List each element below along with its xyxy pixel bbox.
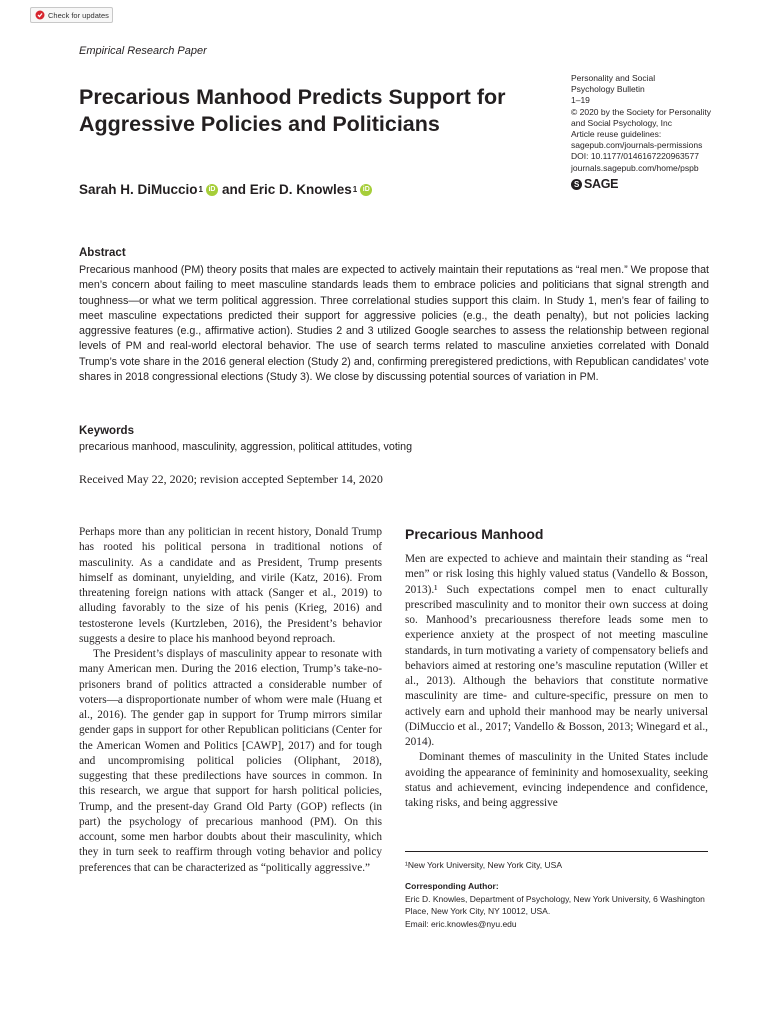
journal-line-link[interactable]: sagepub.com/journals-permissions [571,140,703,151]
journal-line: Personality and Social [571,73,656,83]
check-for-updates-button[interactable] [30,7,113,23]
journal-line: and Social Psychology, Inc [571,117,672,128]
author-email[interactable]: Email: eric.knowles@nyu.edu [405,919,517,929]
keywords-heading: Keywords [79,425,134,437]
body-paragraph: Men are expected to achieve and maintain their standing as “real men” or risk losing this highly valued status (Vandello & Bosson, 2013).¹ Such expectations compel men to enact culturally prescribed masculinity and to monitor their own success at doing so. Manhood’s precariousness therefore leads some men to experience anxiety at the prospect of not meeting masculine standards, in turn motivating a variety of compensatory beliefs and behaviors aimed at restoring one’s masculine reputation (Willer et al., 2013). Although the behaviors that constitute normative masculinity are time- and culture-specific, pressure on men to actively earn and uphold their manhood may be nearly universal (DiMuccio et al., 2017; Vandello & Bosson, 2013; Winegard et al., 2014). [405,553,708,748]
affiliation-sup: 1 [198,185,203,194]
crossmark-icon [35,10,45,20]
author-line [79,182,376,197]
sage-logo-icon: S [571,179,582,190]
author-connector: and [221,182,246,197]
body-column-right [405,552,708,811]
corresponding-author-heading: Corresponding Author: [405,881,499,891]
journal-info [571,73,721,174]
body-paragraph: The President’s displays of masculinity appear to resonate with many American men. During the 2016 election, Trump’s take-no-prisoners brand of politics attracted a considerable number of voters—a disproportionate number of whom were male (Huang et al., 2016). The gender gap in support for Trump mirrors similar gender gaps in support for other Republican politicians (Center for the American Women and Politics [CAWP], 2017) and for tough and uncompromising political policies (Oliphant, 2018), suggesting that these predilections have sources in common. In this research, we argue that support for harsh political policies, Trump, and the present-day Grand Old Party (GOP) reflects (in part) the psychology of precarious manhood (PM). On this account, some men harbor doubts about their masculinity, which they in turn seek to reaffirm through voting behavior and policy preferences that can be characterized as “politically aggressive.” [79,648,382,874]
orcid-icon[interactable]: iD [360,184,372,196]
author-name: Sarah H. DiMuccio [79,182,198,197]
body-column-left [79,525,382,876]
journal-line: Article reuse guidelines: [571,129,662,140]
sage-logo [571,177,618,191]
journal-line: © 2020 by the Society for Personality [571,106,711,117]
check-for-updates-label: Check for updates [48,10,109,20]
article-type: Empirical Research Paper [79,45,207,57]
journal-line: 1–19 [571,95,590,106]
keywords-text: precarious manhood, masculinity, aggression, political attitudes, voting [79,441,413,453]
author-name: Eric D. Knowles [249,182,352,197]
body-paragraph: Perhaps more than any politician in recent history, Donald Trump has rooted his political persona in traditional notions of masculinity. As a candidate and as President, Trump presents himself as dominant, unyielding, and virile (Katz, 2016). From threatening foreign nations with attack (Sanger et al., 2019) to alluding favorably to the size of his penis (Krieg, 2016) and testosterone levels (Kurtzleben, 2016), the President’s behavior suggests a desire to place his manhood beyond reproach. [79,526,382,645]
orcid-icon[interactable]: iD [206,184,218,196]
received-date: Received May 22, 2020; revision accepted September 14, 2020 [79,472,383,486]
body-paragraph: Dominant themes of masculinity in the United States include avoiding the appearance of femininity and homosexuality, seeking status and achievement, evincing independence and confidence, taking risks, and being aggressive [405,751,708,809]
abstract-text: Precarious manhood (PM) theory posits that males are expected to actively maintain their reputations as “real men.” We propose that men’s concern about failing to meet masculine standards leads them to embrace policies and politicians that signal strength and toughness—or what we term political aggression. Three correlational studies support this claim. In Study 1, men’s fear of failing to meet masculine expectations predicted their support for aggressive policies (e.g., the death penalty), but not policies lacking aggressive features (e.g., affirmative action). Studies 2 and 3 utilized Google searches to assess the relationship between regional levels of PM and real-world electoral behavior. The use of search terms related to masculine anxieties correlated with Donald Trump’s vote share in the 2016 general election (Study 2) and, confirming preregistered predictions, with Republican candidates’ vote shares in 2018 congressional elections (Study 3). We close by discussing potential sources of variation in PM. [79,264,709,384]
abstract-heading: Abstract [79,247,126,259]
publisher-name: SAGE [584,177,619,191]
corresponding-author-text: Eric D. Knowles, Department of Psychology, New York University, 6 Washington Place, New York City, NY 10012, USA. [405,894,705,916]
journal-line-doi[interactable]: DOI: 10.1177/0146167220963577 [571,151,699,162]
affiliation-footnote: ¹New York University, New York City, USA [405,860,562,870]
footnote-divider [405,851,708,852]
affiliation-sup: 1 [352,185,358,194]
article-title: Precarious Manhood Predicts Support for Aggressive Policies and Politicians [79,85,506,136]
section-heading: Precarious Manhood [405,526,544,542]
journal-line-link[interactable]: journals.sagepub.com/home/pspb [571,162,699,173]
journal-line: Psychology Bulletin [571,84,645,95]
